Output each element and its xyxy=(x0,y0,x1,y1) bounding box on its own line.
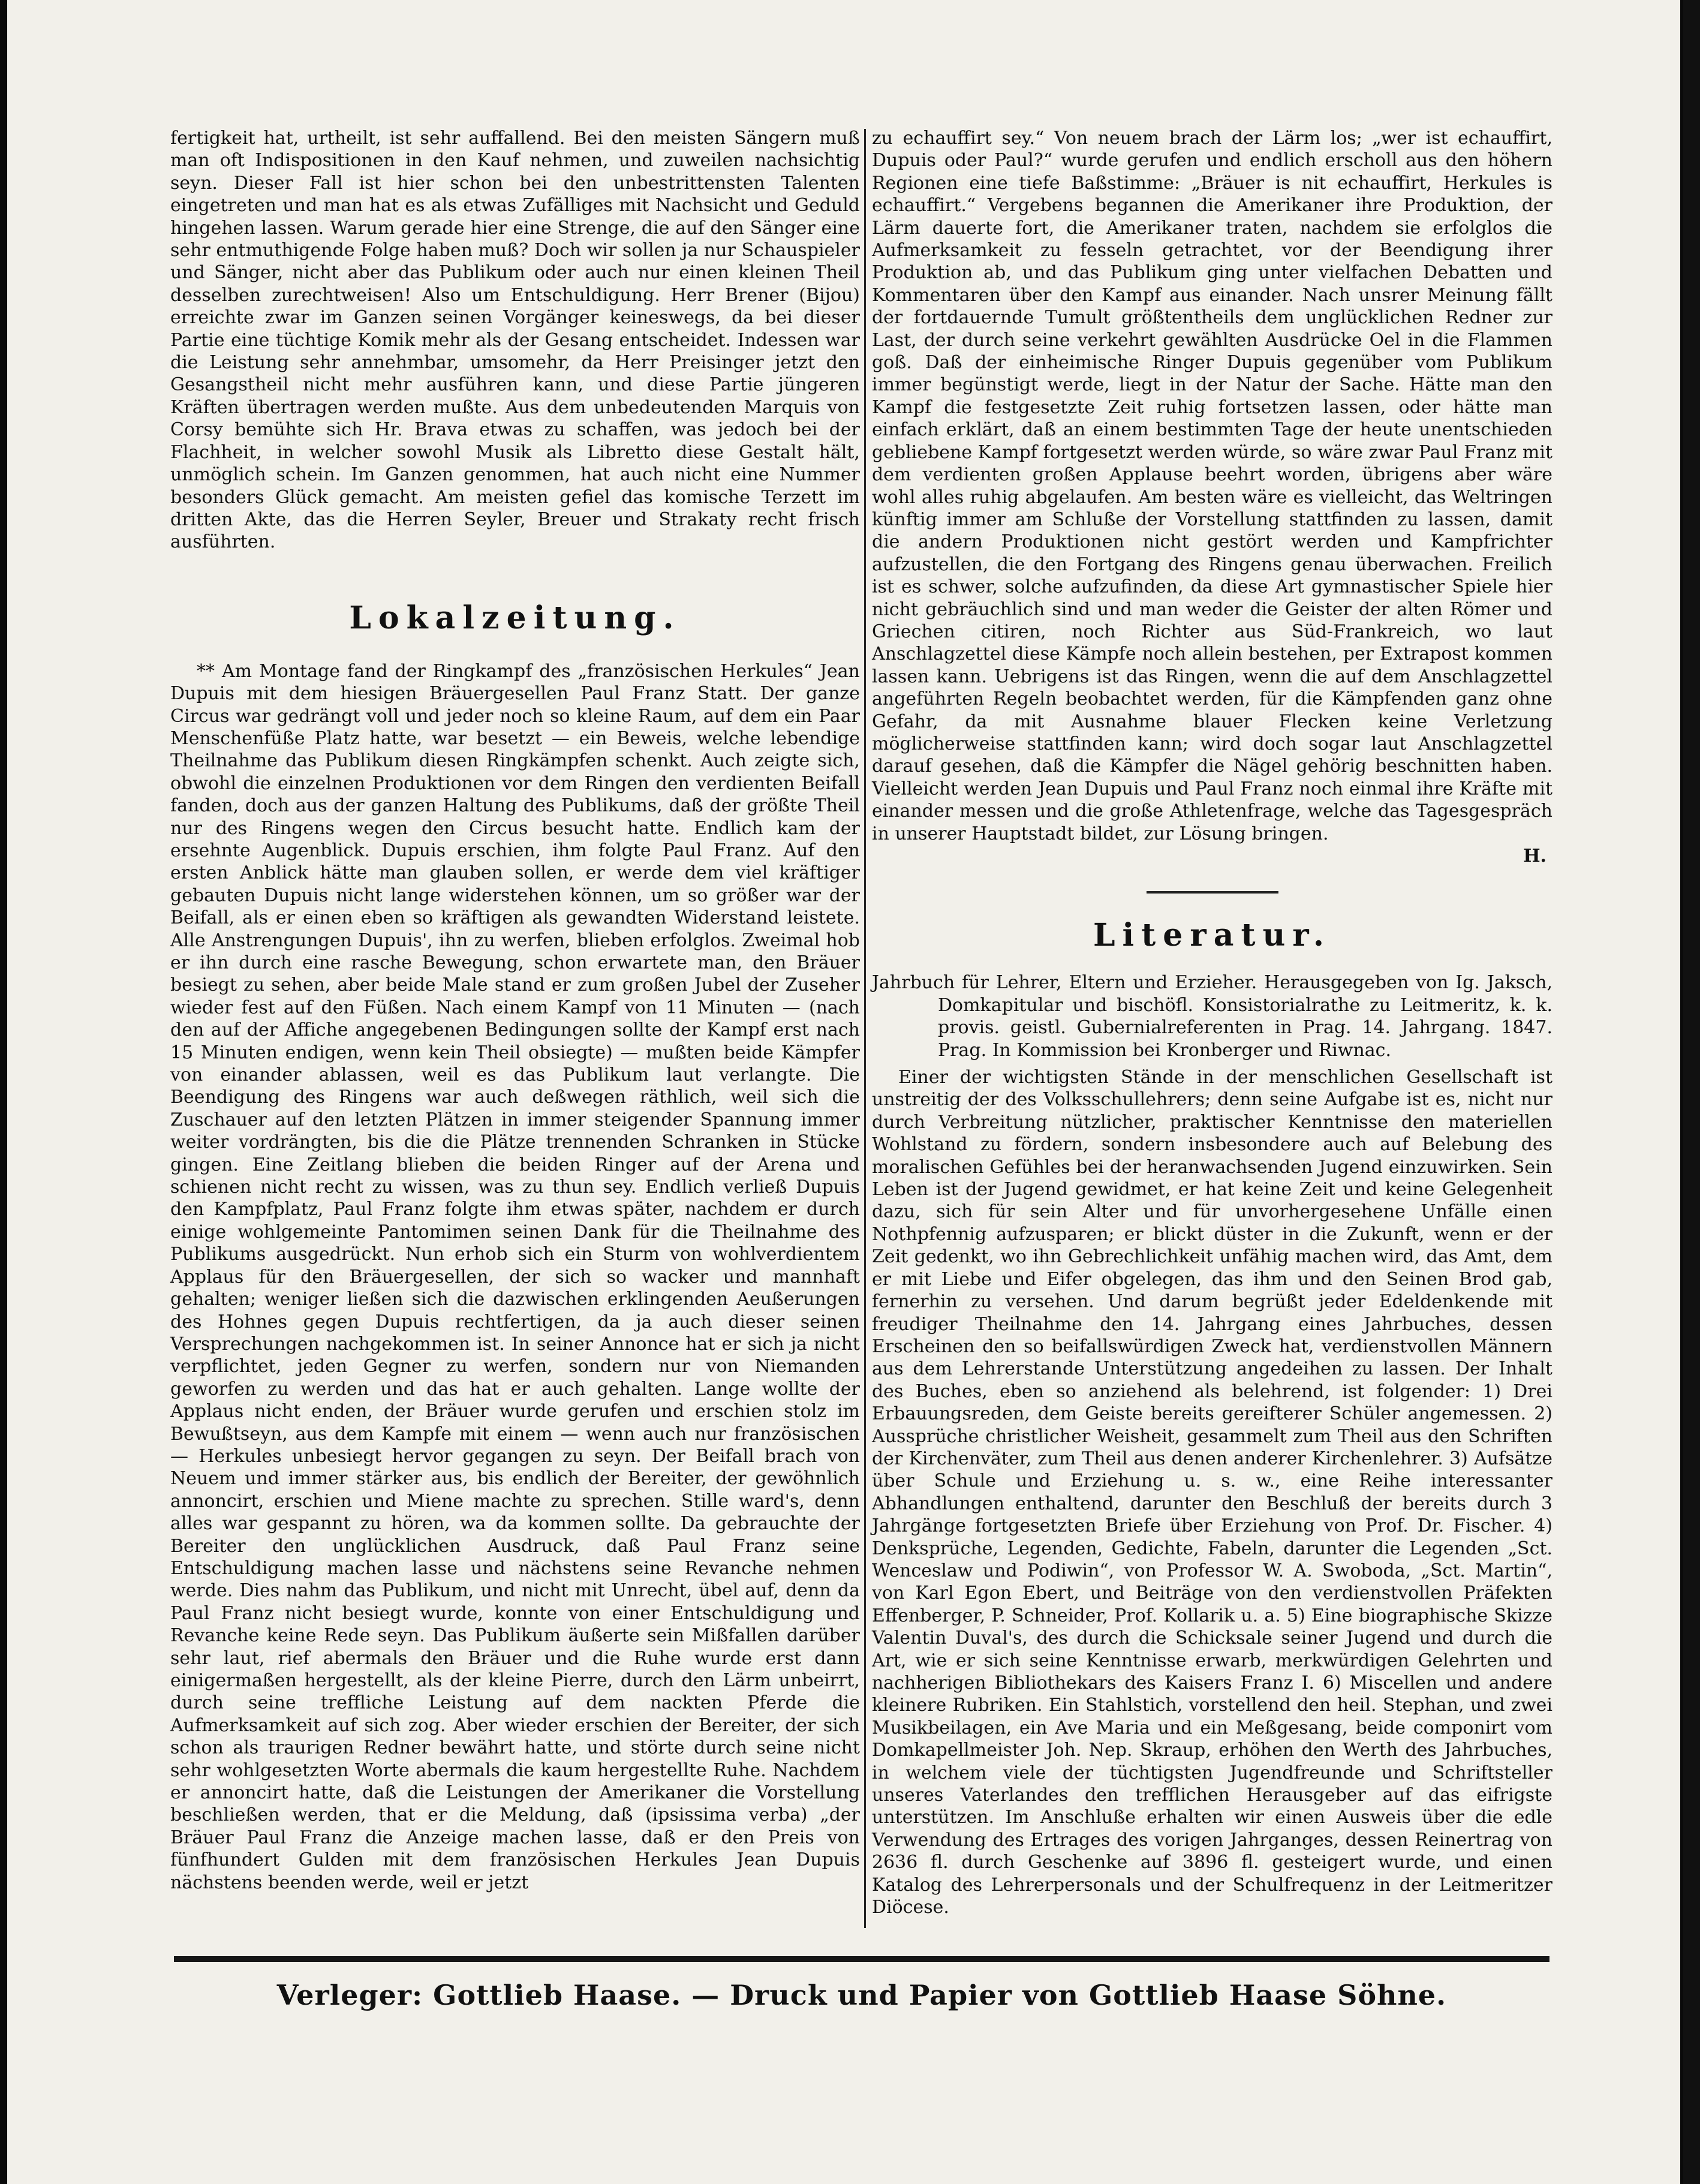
right-column xyxy=(872,127,1552,1918)
section-separator xyxy=(1147,891,1278,894)
publisher-imprint: Verleger: Gottlieb Haase. — Druck und Papier von Gottlieb Haase Söhne. xyxy=(276,1979,1447,2011)
section-heading-lokalzeitung: Lokalzeitung. xyxy=(349,599,681,636)
section-heading-literatur: Literatur. xyxy=(1093,917,1332,954)
left-column xyxy=(170,127,860,1894)
theater-review-continuation: fertigkeit hat, urtheilt, ist sehr auffallend. Bei den meisten Sängern muß man oft Indispositionen in den Kauf nehmen, und zuweilen nachsichtig seyn. Dieser Fall ist hier schon bei den unbestrittensten Talenten eingetreten und man hat es als etwas Zufälliges mit Nachsicht und Geduld hingehen lassen. Warum gerade hier eine Strenge, die auf den Sänger eine sehr entmuthigende Folge haben muß? Doch wir sollen ja nur Schauspieler und Sänger, nicht aber das Publikum oder auch nur einen kleinen Theil desselben zurechtweisen! Also um Entschuldigung. Herr Brener (Bijou) erreichte zwar im Ganzen seinen Vorgänger keineswegs, da bei dieser Partie eine tüchtige Komik mehr als der Gesang entscheidet. Indessen war die Leistung sehr annehmbar, umsomehr, da Herr Preisinger jetzt den Gesangstheil nicht mehr ausführen kann, und diese Partie jüngeren Kräften übertragen werden mußte. Aus dem unbedeutenden Marquis von Corsy bemühte sich Hr. Brava etwas zu schaffen, was jedoch bei der Flachheit, in welcher sowohl Musik als Libretto diese Gestalt hält, unmöglich schein. Im Ganzen genommen, hat auch nicht eine Nummer besonders Glück gemacht. Am meisten gefiel das komische Terzett im dritten Akte, das die Herren Seyler, Breuer und Strakaty recht frisch ausführten. xyxy=(170,128,860,553)
column-divider xyxy=(864,129,866,1928)
article-signature: H. xyxy=(1523,846,1546,867)
book-reference: Jahrbuch für Lehrer, Eltern und Erzieher. Herausgegeben von Ig. Jaksch, Domkapitular und bischöfl. Konsistorialrathe zu Leitmeritz, k. k. provis. geistl. Gubernialreferenten in Prag. 14. Jahrgang. 1847. Prag. In Kommission bei Kronberger und Riwnac. xyxy=(872,972,1552,1061)
newspaper-page xyxy=(7,0,1680,2184)
wrestling-article-continuation: zu echauffirt sey.“ Von neuem brach der Lärm los; „wer ist echauffirt, Dupuis oder Paul?“ wurde gerufen und endlich erscholl aus den höhern Regionen eine tiefe Baßstimme: „Bräuer is nit echauffirt, Herkules is echauffirt.“ Vergebens begannen die Amerikaner ihre Produktion, der Lärm dauerte fort, die Amerikaner traten, nachdem sie erfolglos die Aufmerksamkeit zu fesseln getrachtet, vor der Beendigung ihrer Produktion ab, und das Publikum ging unter vielfachen Debatten und Kommentaren über den Kampf aus einander. Nach unsrer Meinung fällt der fortdauernde Tumult größtentheils dem unglücklichen Redner zur Last, der durch seine verkehrt gewählten Ausdrücke Oel in die Flammen goß. Daß der einheimische Ringer Dupuis gegenüber vom Publikum immer begünstigt werde, liegt in der Natur der Sache. Hätte man den Kampf die festgesetzte Zeit ruhig fortsetzen lassen, oder hätte man einfach erklärt, daß an einem bestimmten Tage der heute unentschieden gebliebene Kampf fortgesetzt werden würde, so wäre zwar Paul Franz mit dem verdienten großen Applause beehrt worden, übrigens aber wäre wohl alles ruhig abgelaufen. Am besten wäre es vielleicht, das Weltringen künftig immer am Schluße der Vorstellung stattfinden zu lassen, damit die andern Produktionen nicht gestört werden und Kampfrichter aufzustellen, die den Fortgang des Ringens genau überwachen. Freilich ist es schwer, solche aufzufinden, da diese Art gymnastischer Spiele hier nicht gebräuchlich sind und man weder die Geister der alten Römer und Griechen citiren, noch Richter aus Süd-Frankreich, wo laut Anschlagzettel diese Kämpfe noch allein bestehen, per Extrapost kommen lassen kann. Uebrigens ist das Ringen, wenn die auf dem Anschlagzettel angeführten Regeln beobachtet werden, für die Kämpfenden ganz ohne Gefahr, da mit Ausnahme blauer Flecken keine Verletzung möglicherweise stattfinden kann; wird doch sogar laut Anschlagzettel darauf gesehen, daß die Kämpfer die Nägel gehörig beschnitten haben. Vielleicht werden Jean Dupuis und Paul Franz noch einmal ihre Kräfte mit einander messen und die große Athletenfrage, welche das Tagesgespräch in unserer Hauptstadt bildet, zur Lösung bringen. xyxy=(872,128,1552,844)
wrestling-article: ** Am Montage fand der Ringkampf des „französischen Herkules“ Jean Dupuis mit dem hiesigen Bräuergesellen Paul Franz Statt. Der ganze Circus war gedrängt voll und jeder noch so kleine Raum, auf dem ein Paar Menschenfüße Platz hatte, war besetzt — ein Beweis, welche lebendige Theilnahme das Publikum diesen Ringkämpfen schenkt. Auch zeigte sich, obwohl die einzelnen Produktionen vor dem Ringen den verdienten Beifall fanden, doch aus der ganzen Haltung des Publikums, daß der größte Theil nur des Ringens wegen den Circus besucht hatte. Endlich kam der ersehnte Augenblick. Dupuis erschien, ihm folgte Paul Franz. Auf den ersten Anblick hätte man glauben sollen, er werde dem viel kräftiger gebauten Dupuis nicht lange widerstehen können, um so größer war der Beifall, als er einen eben so kräftigen als gewandten Widerstand leistete. Alle Anstrengungen Dupuis', ihn zu werfen, blieben erfolglos. Zweimal hob er ihn durch eine rasche Bewegung, schon erwartete man, den Bräuer besiegt zu sehen, aber beide Male stand er zum großen Jubel der Zuseher wieder fest auf den Füßen. Nach einem Kampf von 11 Minuten — (nach den auf der Affiche angegebenen Bedingungen sollte der Kampf erst nach 15 Minuten endigen, wenn kein Theil obsiegte) — mußten beide Kämpfer von einander ablassen, weil es das Publikum laut verlangte. Die Beendigung des Ringens war auch deßwegen räthlich, weil sich die Zuschauer auf den letzten Plätzen in immer steigender Spannung immer weiter vordrängten, bis die die Plätze trennenden Schranken in Stücke gingen. Eine Zeitlang blieben die beiden Ringer auf der Arena und schienen nicht recht zu wissen, was zu thun sey. Endlich verließ Dupuis den Kampfplatz, Paul Franz folgte ihm etwas später, nachdem er durch einige wohlgemeinte Pantomimen seinen Dank für die Theilnahme des Publikums ausgedrückt. Nun erhob sich ein Sturm von wohlverdientem Applaus für den Bräuergesellen, der sich so wacker und mannhaft gehalten; weniger ließen sich die dazwischen erklingenden Aeußerungen des Hohnes gegen Dupuis rechtfertigen, da ja auch dieser seinen Versprechungen nachgekommen ist. In seiner Annonce hat er sich ja nicht verpflichtet, jeden Gegner zu werfen, sondern nur von Niemanden geworfen zu werden und das hat er auch gehalten. Lange wollte der Applaus nicht enden, der Bräuer wurde gerufen und erschien stolz im Bewußtseyn, aus dem Kampfe mit einem — wenn auch nur französischen — Herkules unbesiegt hervor gegangen zu seyn. Der Beifall brach von Neuem und immer stärker aus, bis endlich der Bereiter, der gewöhnlich annoncirt, erschien und Miene machte zu sprechen. Stille ward's, denn alles war gespannt zu hören, wa da kommen sollte. Da gebrauchte der Bereiter den unglücklichen Ausdruck, daß Paul Franz seine Entschuldigung machen lasse und nächstens seine Revanche nehmen werde. Dies nahm das Publikum, und nicht mit Unrecht, übel auf, denn da Paul Franz nicht besiegt wurde, konnte von einer Entschuldigung und Revanche keine Rede seyn. Das Publikum äußerte sein Mißfallen darüber sehr laut, rief abermals den Bräuer und die Ruhe wurde erst dann einigermaßen hergestellt, als der kleine Pierre, durch den Lärm unbeirrt, durch seine treffliche Leistung auf dem nackten Pferde die Aufmerksamkeit auf sich zog. Aber wieder erschien der Bereiter, der sich schon als traurigen Redner bewährt hatte, und störte durch seine nicht sehr wohlgesetzten Worte abermals die kaum hergestellte Ruhe. Nachdem er annoncirt hatte, daß die Leistungen der Amerikaner die Vorstellung beschließen werden, that er die Meldung, daß (ipsissima verba) „der Bräuer Paul Franz die Anzeige machen lasse, daß er den Preis von fünfhundert Gulden mit dem französischen Herkules Jean Dupuis nächstens beenden werde, weil er jetzt xyxy=(170,660,860,1893)
scan-edge xyxy=(1683,0,1700,2184)
book-review: Einer der wichtigsten Stände in der menschlichen Gesellschaft ist unstreitig der des Volksschullehrers; denn seine Aufgabe ist es, nicht nur durch Verbreitung nützlicher, praktischer Kenntnisse den materiellen Wohlstand zu fördern, sondern insbesondere auch auf Belebung des moralischen Gefühles bei der heranwachsenden Jugend einzuwirken. Sein Leben ist der Jugend gewidmet, er hat keine Zeit und keine Gelegenheit dazu, sich für sein Alter und für unvorhergesehene Unfälle einen Nothpfennig aufzusparen; er blickt düster in die Zukunft, wenn er der Zeit gedenkt, wo ihn Gebrechlichkeit unfähig machen wird, das Amt, dem er mit Liebe und Eifer obgelegen, das ihm und den Seinen Brod gab, fernerhin zu versehen. Und darum begrüßt jeder Edeldenkende mit freudiger Theilnahme den 14. Jahrgang eines Jahrbuches, dessen Erscheinen den so beifallswürdigen Zweck hat, verdienstvollen Männern aus dem Lehrerstande Unterstützung angedeihen zu lassen. Der Inhalt des Buches, eben so anziehend als belehrend, ist folgender: 1) Drei Erbauungsreden, dem Geiste bereits gereifterer Schüler angemessen. 2) Aussprüche christlicher Weisheit, gesammelt zum Theil aus den Schriften der Kirchenväter, zum Theil aus denen anderer Kirchenlehrer. 3) Aufsätze über Schule und Erziehung u. s. w., eine Reihe interessanter Abhandlungen enthaltend, darunter den Beschluß der bereits durch 3 Jahrgänge fortgesetzten Briefe über Erziehung von Prof. Dr. Fischer. 4) Denksprüche, Legenden, Gedichte, Fabeln, darunter die Legenden „Sct. Wenceslaw und Podiwin“, von Professor W. A. Swoboda, „Sct. Martin“, von Karl Egon Ebert, und Beiträge von den verdienstvollen Präfekten Effenberger, P. Schneider, Prof. Kollarik u. a. 5) Eine biographische Skizze Valentin Duval's, des durch die Schicksale seiner Jugend und durch die Art, wie er sich seine Kenntnisse erwarb, merkwürdigen Gelehrten und nachherigen Bibliothekars des Kaisers Franz I. 6) Miscellen und andere kleinere Rubriken. Ein Stahlstich, vorstellend den heil. Stephan, und zwei Musikbeilagen, ein Ave Maria und ein Meßgesang, beide componirt vom Domkapellmeister Joh. Nep. Skraup, erhöhen den Werth des Jahrbuches, in welchem viele der tüchtigsten Jugendfreunde und Schriftsteller unseres Vaterlandes den trefflichen Herausgeber auf das eifrigste unterstützen. Im Anschluße erhalten wir einen Ausweis über die edle Verwendung des Ertrages des vorigen Jahrganges, dessen Reinertrag von 2636 fl. durch Geschenke auf 3896 fl. gesteigert wurde, und einen Katalog des Lehrerpersonals und der Schulfrequenz in der Leitmeritzer Diöcese. xyxy=(872,1067,1552,1918)
footer-rule xyxy=(174,1956,1549,1962)
